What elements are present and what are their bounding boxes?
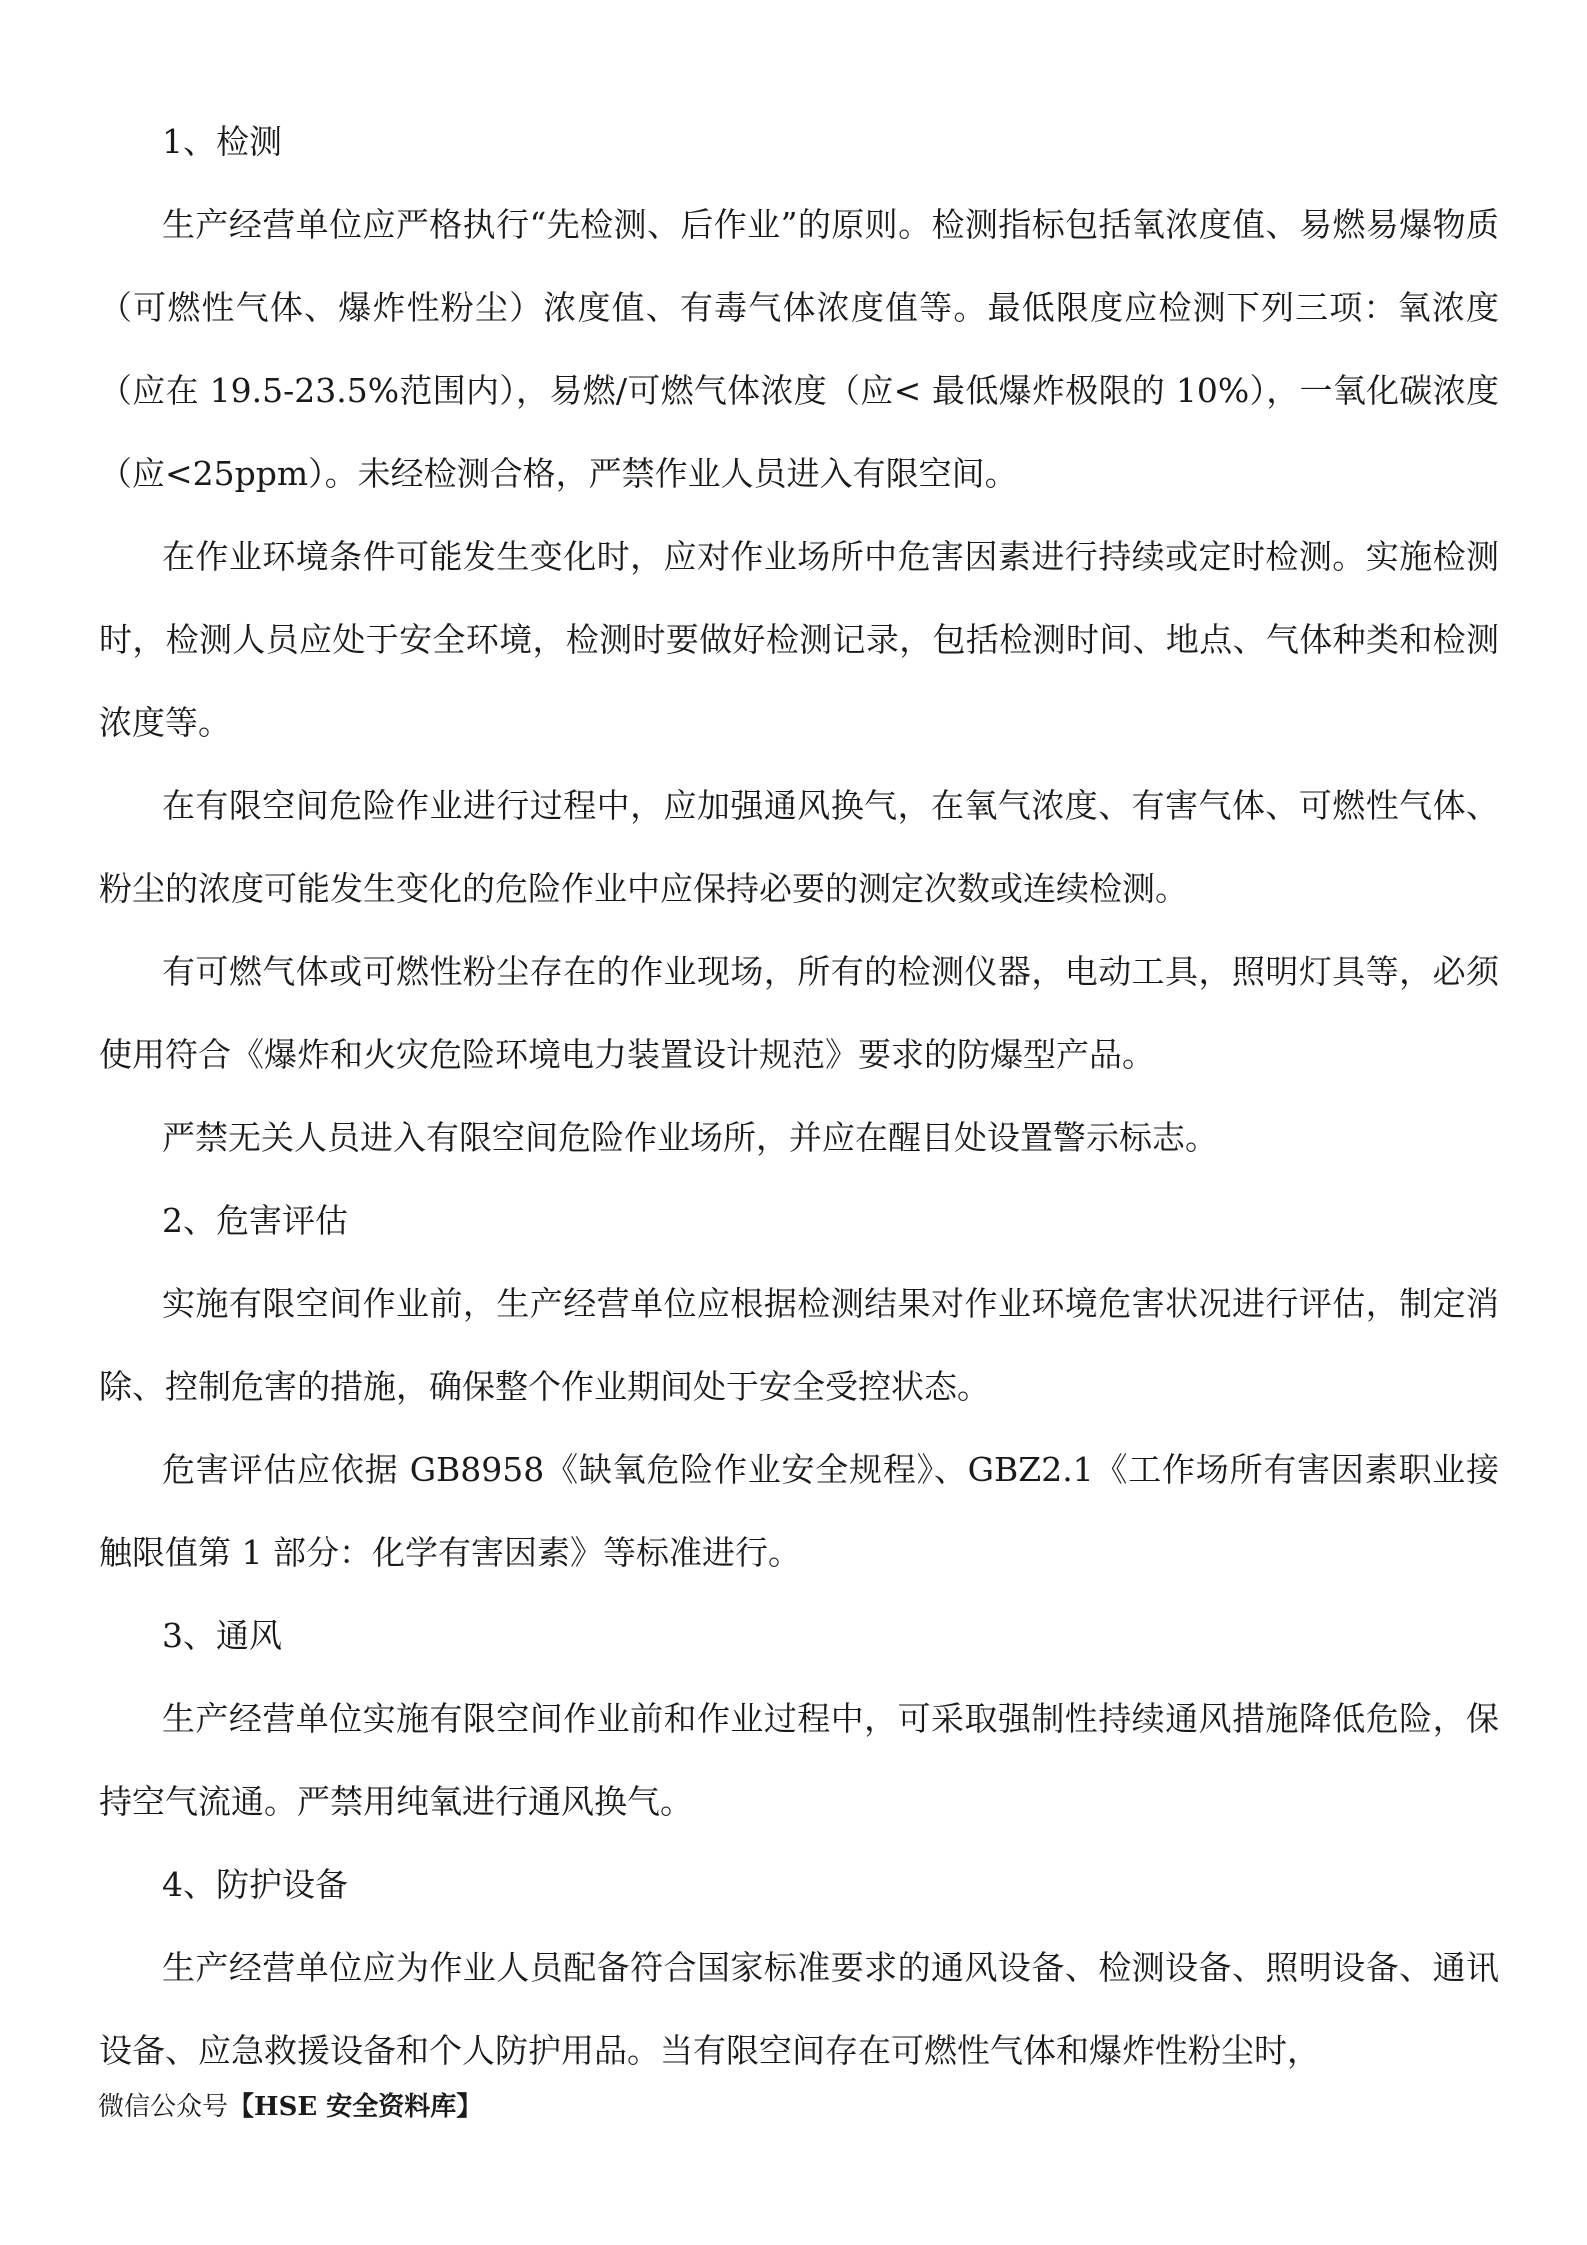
footer-prefix: 微信公众号 <box>98 2092 229 2122</box>
paragraph: 在有限空间危险作业进行过程中，应加强通风换气，在氧气浓度、有害气体、可燃性气体、粉尘的浓度可能发生变化的危险作业中应保持必要的测定次数或连续检测。 <box>99 786 1499 908</box>
section-heading-detection: 1、检测 <box>162 122 282 161</box>
paragraph: 有可燃气体或可燃性粉尘存在的作业现场，所有的检测仪器，电动工具，照明灯具等，必须使用符合《爆炸和火灾危险环境电力装置设计规范》要求的防爆型产品。 <box>99 952 1499 1074</box>
paragraph: 生产经营单位应严格执行“先检测、后作业”的原则。检测指标包括氧浓度值、易燃易爆物质（可燃性气体、爆炸性粉尘）浓度值、有毒气体浓度值等。最低限度应检测下列三项：氧浓度（应在 19.5-23.5%范围内），易燃/可燃气体浓度（应< 最低爆炸极限的 10%），一氧化碳浓度（应<25ppm）。未经检测合格，严禁作业人员进入有限空间。 <box>99 205 1499 493</box>
paragraph: 严禁无关人员进入有限空间危险作业场所，并应在醒目处设置警示标志。 <box>162 1118 1218 1157</box>
section-heading-hazard-assessment: 2、危害评估 <box>162 1201 348 1240</box>
paragraph: 在作业环境条件可能发生变化时，应对作业场所中危害因素进行持续或定时检测。实施检测时，检测人员应处于安全环境，检测时要做好检测记录，包括检测时间、地点、气体种类和检测浓度等。 <box>99 537 1499 742</box>
paragraph: 危害评估应依据 GB8958《缺氧危险作业安全规程》、GBZ2.1《工作场所有害因素职业接触限值第 1 部分：化学有害因素》等标准进行。 <box>99 1450 1499 1572</box>
section-heading-ventilation: 3、通风 <box>162 1616 282 1655</box>
section-heading-protective-equipment: 4、防护设备 <box>162 1865 348 1904</box>
paragraph: 生产经营单位应为作业人员配备符合国家标准要求的通风设备、检测设备、照明设备、通讯设备、应急救援设备和个人防护用品。当有限空间存在可燃性气体和爆炸性粉尘时， <box>99 1948 1499 2070</box>
paragraph: 实施有限空间作业前，生产经营单位应根据检测结果对作业环境危害状况进行评估，制定消除、控制危害的措施，确保整个作业期间处于安全受控状态。 <box>99 1284 1499 1406</box>
footer-account-name: 【HSE 安全资料库】 <box>228 2092 483 2122</box>
document-body <box>99 100 1499 2092</box>
page-footer <box>98 2090 482 2124</box>
paragraph: 生产经营单位实施有限空间作业前和作业过程中，可采取强制性持续通风措施降低危险，保持空气流通。严禁用纯氧进行通风换气。 <box>99 1699 1499 1821</box>
